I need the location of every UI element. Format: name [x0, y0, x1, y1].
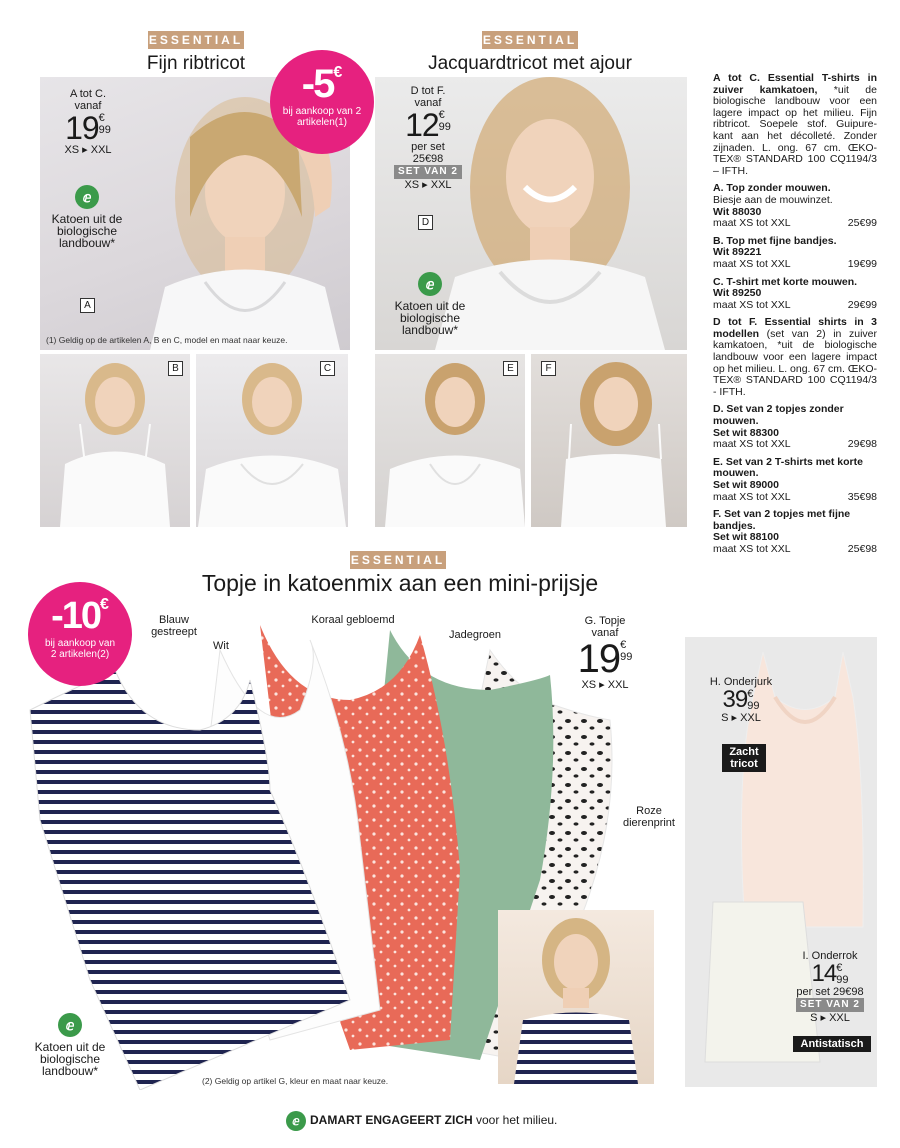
footnote-1: (1) Geldig op de artikelen A, B en C, model en maat naar keuze. — [46, 335, 288, 345]
price-block-g — [565, 615, 645, 691]
label-wit: Wit — [213, 640, 229, 652]
price-currency: € — [747, 688, 754, 700]
size-range: XS ▸ XXL — [404, 179, 452, 191]
photo-e — [375, 354, 525, 527]
tag-zacht-tricot: Zacht tricot — [722, 744, 766, 772]
price-block-i — [787, 950, 873, 1024]
description-a-c-text: *uit de biologische landbouw voor een lagere impact op het milieu. Fijn ribtricot. Soepele stof. Guipure-kant aan het décolleté. Zonder zijnaden. L. ong. 67 cm. ŒKO-TEX® STANDARD 100 CQ1194/3 – IFTH. — [713, 83, 877, 177]
footer-brand: DAMART ENGAGEERT ZICH — [310, 1113, 473, 1127]
item-head: E. Set van 2 T-shirts met korte mouwen. — [713, 455, 863, 480]
description-a-c — [713, 73, 877, 177]
photo-f — [531, 354, 687, 527]
photo-g-model — [498, 910, 654, 1084]
letter-f: F — [541, 361, 556, 376]
footer-text: voor het milieu. — [472, 1113, 558, 1127]
letter-c: C — [320, 361, 335, 376]
item-size: maat XS tot XXL — [713, 542, 791, 555]
per-set-price: per set 29€98 — [796, 986, 864, 998]
product-item-b — [713, 236, 877, 271]
price-block-d-f — [388, 85, 468, 191]
item-code: Set wit 88300 — [713, 426, 779, 439]
section-title-topje: Topje in katoenmix aan een mini-prijsje — [201, 570, 599, 596]
eco-badge-a — [42, 185, 132, 249]
item-code: Wit 89250 — [713, 287, 762, 300]
leaf-icon: ⅇ — [418, 272, 442, 296]
price-block-a-c — [48, 88, 128, 156]
leaf-icon: ⅇ — [75, 185, 99, 209]
item-size: maat XS tot XXL — [713, 490, 791, 503]
eco-badge-g — [26, 1013, 114, 1077]
h-label: H. Onderjurk — [709, 676, 773, 688]
g-label: G. Topje — [584, 615, 626, 627]
promo-note: bij aankoop van 2 artikelen(2) — [44, 638, 116, 660]
price-integer: 19 — [65, 110, 99, 146]
price-decimals: 99 — [836, 974, 849, 986]
promo-amount: -5 — [301, 62, 334, 106]
description-a-c-bold: A tot C. Essential T-shirts in zuiver kamkatoen, — [713, 72, 877, 96]
promo-note: bij aankoop van 2 artikelen(1) — [282, 106, 362, 128]
label-roze-dierenprint: Roze dierenprint — [623, 805, 675, 829]
essential-tag-topje: ESSENTIAL — [350, 553, 446, 567]
item-size: maat XS tot XXL — [713, 298, 791, 311]
leaf-icon: ⅇ — [58, 1013, 82, 1037]
from-label: vanaf — [74, 100, 102, 112]
from-label: vanaf — [591, 627, 619, 639]
label-blauw-gestreept: Blauw gestreept — [151, 614, 197, 638]
essential-tag-ribtricot: ESSENTIAL — [148, 33, 244, 47]
item-price: 25€98 — [847, 542, 877, 555]
product-item-c — [713, 277, 877, 312]
letter-a: A — [80, 298, 95, 313]
from-label: vanaf — [414, 97, 442, 109]
leaf-icon: ⅇ — [286, 1111, 306, 1131]
label-jadegroen: Jadegroen — [449, 629, 501, 641]
photo-b — [40, 354, 190, 527]
eco-text: Katoen uit de biologische landbouw* — [394, 299, 466, 337]
size-range: XS ▸ XXL — [64, 144, 112, 156]
i-label: I. Onderrok — [802, 950, 858, 962]
essential-tag-jacquard: ESSENTIAL — [482, 33, 578, 47]
photo-c — [196, 354, 348, 527]
price-decimals: 99 — [747, 700, 760, 712]
description-d-f-text: (set van 2) in zuiver kamkatoen, *uit de biologische landbouw voor een lagere impact op het milieu. L. ong. 67 cm. ŒKO-TEX® STANDARD 100 CQ1194/3 - IFTH. — [713, 327, 877, 398]
per-set-label: per set — [411, 141, 445, 153]
price-integer: 12 — [405, 107, 439, 143]
product-item-e — [713, 457, 877, 503]
promo-currency: € — [333, 64, 343, 81]
footer — [286, 1109, 606, 1131]
item-head: F. Set van 2 topjes met fijne bandjes. — [713, 508, 851, 532]
price-currency: € — [98, 112, 105, 124]
item-code: Wit 89221 — [713, 246, 762, 259]
section-title-jacquard: Jacquardtricot met ajour — [428, 53, 632, 74]
item-code: Wit 88030 — [713, 205, 762, 218]
price-currency: € — [836, 962, 843, 974]
tag-antistatisch: Antistatisch — [793, 1036, 871, 1052]
item-head: D. Set van 2 topjes zonder mouwen. — [713, 403, 844, 428]
item-price: 29€99 — [847, 298, 877, 311]
size-range: S ▸ XXL — [721, 712, 761, 724]
promo-amount: -10 — [51, 595, 100, 637]
label-koraal-gebloemd: Koraal gebloemd — [311, 614, 395, 626]
price-decimals: 99 — [438, 121, 451, 133]
item-price: 35€98 — [847, 490, 877, 503]
price-decimals: 99 — [98, 124, 111, 136]
item-head: C. T-shirt met korte mouwen. — [713, 275, 858, 288]
item-price: 25€99 — [847, 217, 877, 230]
eco-text: Katoen uit de biologische landbouw* — [34, 1040, 106, 1078]
item-size: maat XS tot XXL — [713, 257, 791, 270]
item-price: 19€99 — [847, 257, 877, 270]
footnote-2: (2) Geldig op artikel G, kleur en maat naar keuze. — [202, 1076, 389, 1086]
description-d-f — [713, 317, 877, 398]
price-currency: € — [438, 109, 445, 121]
item-size: maat XS tot XXL — [713, 217, 791, 230]
description-d-f-bold: D tot F. Essential shirts in 3 modellen — [713, 316, 877, 340]
item-head: A. Top zonder mouwen. — [713, 182, 831, 195]
set-tag: SET VAN 2 — [394, 165, 462, 179]
promo-badge-10 — [28, 582, 132, 686]
price-integer: 19 — [577, 637, 621, 681]
promo-currency: € — [100, 596, 109, 613]
price-currency: € — [620, 639, 627, 651]
item-size: maat XS tot XXL — [713, 438, 791, 451]
price-block-h — [706, 676, 776, 724]
letter-b: B — [168, 361, 183, 376]
price-decimals: 99 — [620, 651, 633, 663]
price-integer: 14 — [811, 960, 837, 987]
per-set-price: 25€98 — [412, 153, 444, 165]
product-item-d — [713, 404, 877, 450]
range-label: A tot C. — [69, 88, 107, 100]
item-desc: Biesje aan de mouwinzet. — [713, 193, 833, 206]
eco-text: Katoen uit de biologische landbouw* — [51, 212, 123, 250]
price-integer: 39 — [722, 686, 748, 713]
promo-badge-5 — [270, 50, 374, 154]
product-item-f — [713, 509, 877, 555]
section-title-ribtricot: Fijn ribtricot — [146, 53, 246, 74]
range-label: D tot F. — [410, 85, 446, 97]
letter-e: E — [503, 361, 518, 376]
eco-badge-d — [385, 272, 475, 336]
set-tag: SET VAN 2 — [796, 998, 864, 1012]
product-description-column — [713, 73, 877, 556]
size-range: XS ▸ XXL — [581, 679, 629, 691]
item-head: B. Top met fijne bandjes. — [713, 234, 837, 247]
letter-d: D — [418, 215, 433, 230]
item-code: Set wit 89000 — [713, 479, 779, 491]
item-code: Set wit 88100 — [713, 531, 779, 544]
item-price: 29€98 — [847, 438, 877, 451]
size-range: S ▸ XXL — [810, 1012, 850, 1024]
product-item-a — [713, 183, 877, 229]
